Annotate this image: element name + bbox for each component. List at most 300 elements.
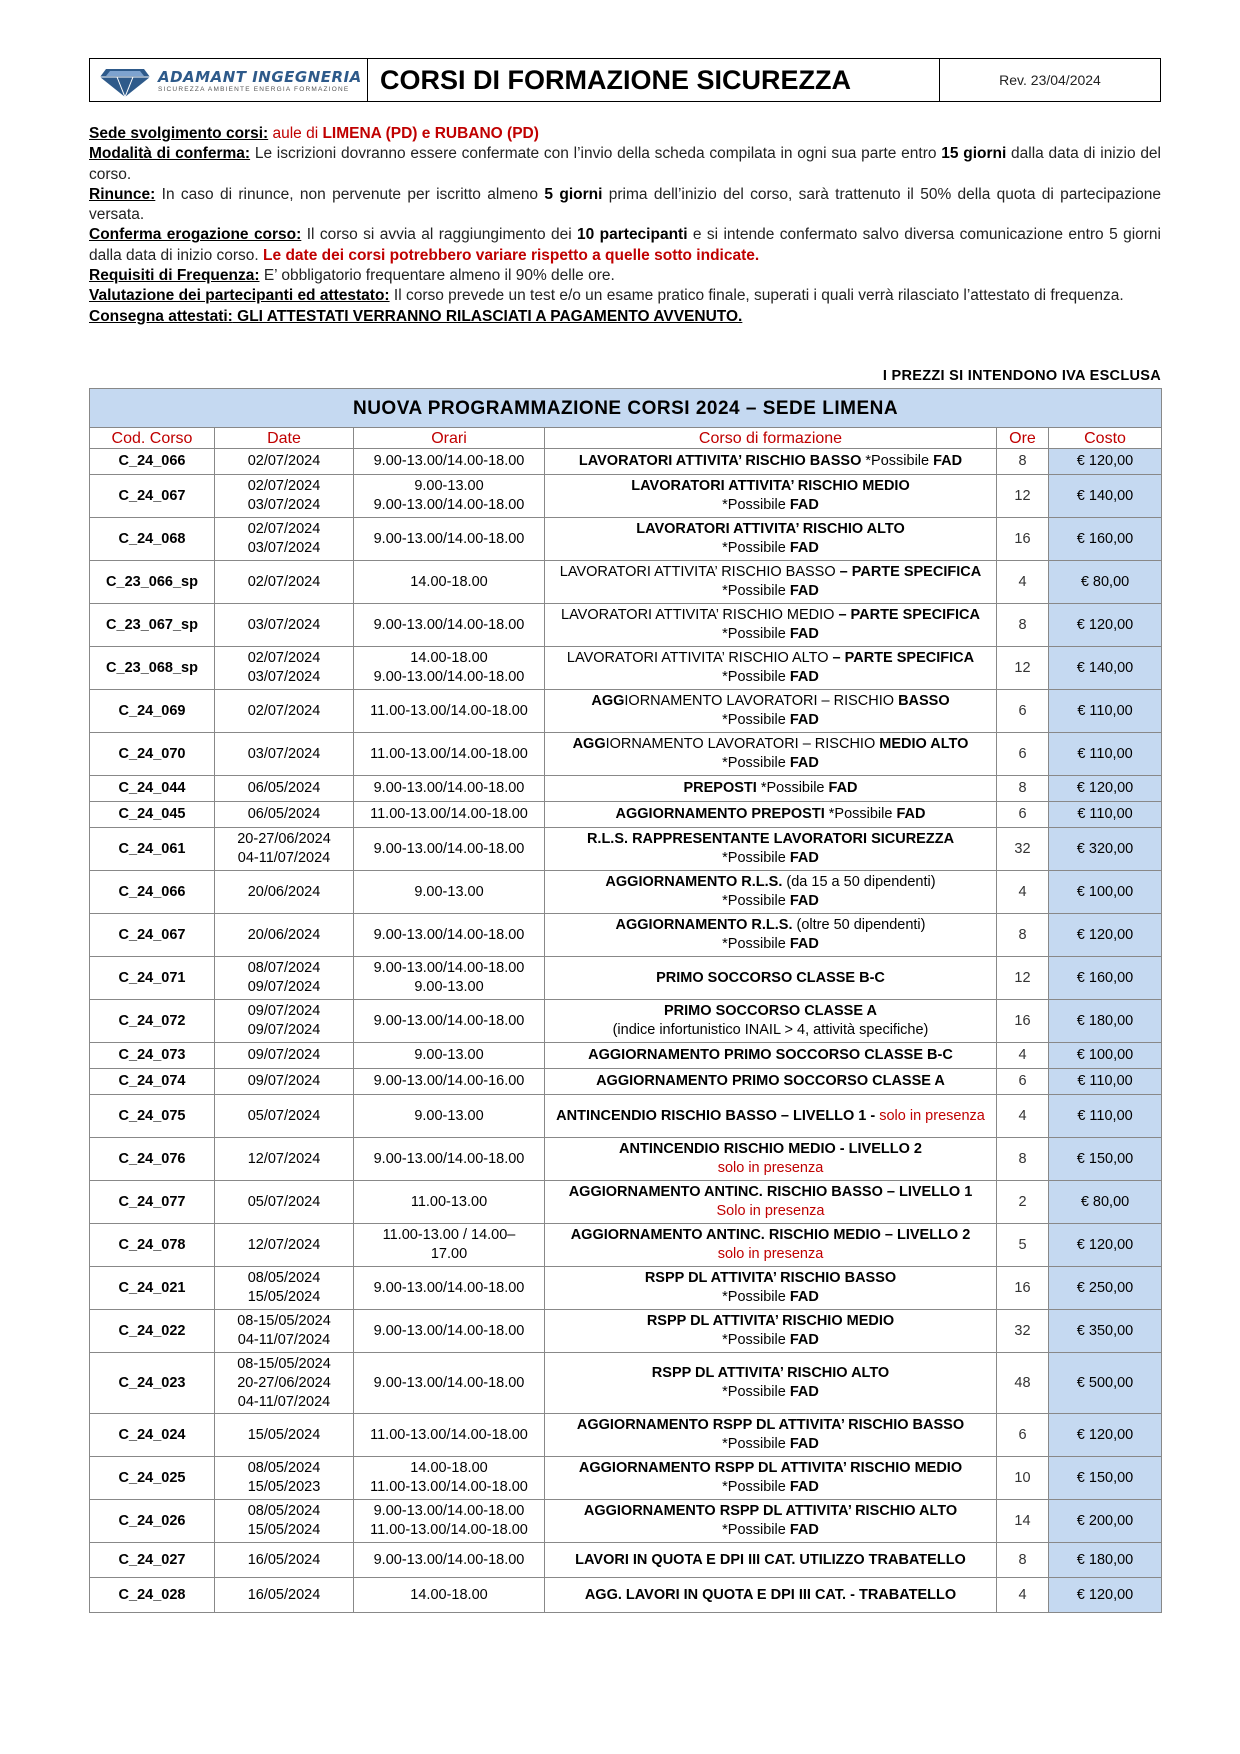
sede-line: [89, 124, 1161, 144]
course-code: C_23_067_sp: [90, 604, 215, 647]
course-dates: [215, 690, 354, 733]
document-header: [89, 58, 1161, 102]
course-dates: [215, 518, 354, 561]
course-cost: € 140,00: [1049, 647, 1162, 690]
course-date: 03/07/2024: [247, 540, 321, 556]
course-cost: € 80,00: [1049, 1181, 1162, 1224]
course-code: C_24_070: [90, 733, 215, 776]
course-name: LAVORATORI ATTIVITA’ RISCHIO MEDIO – PARTE SPECIFICA *Possibile FAD: [545, 604, 997, 647]
course-times: [354, 604, 545, 647]
consegna-line: [89, 307, 1161, 327]
course-time: 9.00-13.00/14.00-18.00: [373, 1150, 525, 1167]
table-row: [90, 647, 1162, 690]
course-hours: 4: [997, 1043, 1049, 1069]
course-hours: 8: [997, 1138, 1049, 1181]
course-time: 9.00-13.00/14.00-18.00: [373, 1012, 525, 1029]
course-hours: 16: [997, 1267, 1049, 1310]
course-name: PRIMO SOCCORSO CLASSE A (indice infortunistico INAIL > 4, attività specifiche): [545, 1000, 997, 1043]
course-code: C_24_026: [90, 1500, 215, 1543]
course-time: 14.00-18.00: [410, 650, 488, 666]
table-row: [90, 1543, 1162, 1578]
rinunce-text: In caso di rinunce, non pervenute per iscritto almeno: [155, 185, 545, 203]
course-times: [354, 1578, 545, 1613]
course-time: 9.00-13.00/14.00-18.00: [373, 530, 525, 547]
course-cost: € 150,00: [1049, 1457, 1162, 1500]
course-date: 20-27/06/2024: [237, 831, 331, 847]
course-dates: [215, 475, 354, 518]
col-header-dates: Date: [215, 428, 354, 449]
course-date: 02/07/2024: [247, 573, 321, 590]
rinunce-text-end: prima dell’inizio del corso, sarà trattenuto il 50% della quota di partecipazione versata.: [89, 185, 1161, 224]
vat-note: I PREZZI SI INTENDONO IVA ESCLUSA: [882, 368, 1161, 384]
course-date: 03/07/2024: [247, 669, 321, 685]
table-row: [90, 828, 1162, 871]
course-times: [354, 1000, 545, 1043]
course-code: C_24_067: [90, 914, 215, 957]
course-date: 06/05/2024: [247, 780, 321, 796]
course-code: C_24_027: [90, 1543, 215, 1578]
course-hours: 12: [997, 647, 1049, 690]
course-dates: [215, 604, 354, 647]
course-date: 09/07/2024: [247, 1003, 321, 1019]
course-times: [354, 475, 545, 518]
course-date: 04-11/07/2024: [237, 1332, 331, 1348]
table-row: [90, 1095, 1162, 1138]
course-time: 9.00-13.00: [414, 1107, 484, 1124]
course-time: 11.00-13.00/14.00-18.00: [370, 702, 528, 719]
course-dates: [215, 647, 354, 690]
course-time: 14.00-18.00: [410, 1586, 488, 1603]
logo-subtitle: SICUREZZA AMBIENTE ENERGIA FORMAZIONE: [158, 85, 350, 93]
course-code: C_24_045: [90, 802, 215, 828]
course-date: 09/07/2024: [247, 979, 321, 995]
course-dates: [215, 802, 354, 828]
course-date: 08-15/05/2024: [237, 1313, 331, 1329]
course-cost: € 120,00: [1049, 1414, 1162, 1457]
course-hours: 16: [997, 1000, 1049, 1043]
conferma-text-end: dalla data di inizio del corso.: [89, 145, 1161, 183]
course-name: AGGIORNAMENTO RSPP DL ATTIVITA’ RISCHIO MEDIO *Possibile FAD: [545, 1457, 997, 1500]
course-date: 04-11/07/2024: [237, 850, 331, 866]
course-times: [354, 957, 545, 1000]
table-row: [90, 1310, 1162, 1353]
course-times: [354, 1181, 545, 1224]
col-header-hours: Ore: [997, 428, 1049, 449]
course-cost: € 150,00: [1049, 1138, 1162, 1181]
table-row: [90, 1267, 1162, 1310]
course-cost: € 100,00: [1049, 871, 1162, 914]
conferma-label: Modalità di conferma:: [89, 145, 251, 163]
course-hours: 6: [997, 1414, 1049, 1457]
course-code: C_24_067: [90, 475, 215, 518]
course-time: 9.00-13.00/14.00-18.00: [373, 840, 525, 857]
conferma-line: [89, 144, 1161, 185]
course-date: 02/07/2024: [247, 702, 321, 719]
table-row: [90, 1043, 1162, 1069]
course-time: 9.00-13.00: [414, 979, 484, 995]
table-row: [90, 475, 1162, 518]
course-date: 15/05/2024: [247, 1426, 321, 1443]
sede-label: Sede svolgimento corsi:: [89, 125, 269, 142]
course-cost: € 120,00: [1049, 1224, 1162, 1267]
course-hours: 32: [997, 1310, 1049, 1353]
course-code: C_24_066: [90, 871, 215, 914]
course-date: 02/07/2024: [247, 650, 321, 666]
course-dates: [215, 1181, 354, 1224]
table-banner: NUOVA PROGRAMMAZIONE CORSI 2024 – SEDE LIMENA: [90, 389, 1162, 428]
course-name: RSPP DL ATTIVITA’ RISCHIO MEDIO *Possibile FAD: [545, 1310, 997, 1353]
course-dates: [215, 1578, 354, 1613]
course-date: 04-11/07/2024: [237, 1393, 331, 1410]
course-date: 12/07/2024: [247, 1150, 321, 1167]
course-cost: € 250,00: [1049, 1267, 1162, 1310]
course-date: 20/06/2024: [247, 926, 321, 943]
course-date: 02/07/2024: [247, 521, 321, 537]
course-dates: [215, 1000, 354, 1043]
course-dates: [215, 561, 354, 604]
page-title: CORSI DI FORMAZIONE SICUREZZA: [368, 59, 940, 101]
course-code: C_24_069: [90, 690, 215, 733]
course-date: 15/05/2024: [247, 1289, 321, 1305]
course-hours: 10: [997, 1457, 1049, 1500]
course-name: AGG. LAVORI IN QUOTA E DPI III CAT. - TRABATELLO: [545, 1578, 997, 1613]
course-time: 9.00-13.00/14.00-18.00: [373, 453, 525, 469]
course-name: LAVORATORI ATTIVITA’ RISCHIO MEDIO *Possibile FAD: [545, 475, 997, 518]
course-times: [354, 802, 545, 828]
diamond-logo-icon: [100, 63, 150, 97]
course-date: 09/07/2024: [247, 1073, 321, 1089]
course-date: 20-27/06/2024: [237, 1374, 331, 1391]
table-row: [90, 871, 1162, 914]
course-times: [354, 871, 545, 914]
course-dates: [215, 1267, 354, 1310]
course-dates: [215, 957, 354, 1000]
course-dates: [215, 1310, 354, 1353]
course-times: [354, 1138, 545, 1181]
course-code: C_24_077: [90, 1181, 215, 1224]
course-code: C_24_025: [90, 1457, 215, 1500]
course-date: 03/07/2024: [247, 497, 321, 513]
course-times: [354, 1543, 545, 1578]
course-dates: [215, 1224, 354, 1267]
course-time: 11.00-13.00/14.00-18.00: [370, 806, 528, 822]
course-code: C_24_022: [90, 1310, 215, 1353]
course-date: 08/05/2024: [247, 1503, 321, 1519]
course-time: 9.00-13.00/14.00-18.00: [373, 926, 525, 943]
course-name: AGGIORNAMENTO LAVORATORI – RISCHIO BASSO *Possibile FAD: [545, 690, 997, 733]
course-date: 15/05/2024: [247, 1522, 321, 1538]
course-cost: € 80,00: [1049, 561, 1162, 604]
table-row: [90, 1000, 1162, 1043]
course-time: 9.00-13.00/14.00-18.00: [373, 1503, 525, 1519]
course-name: R.L.S. RAPPRESENTANTE LAVORATORI SICUREZZA *Possibile FAD: [545, 828, 997, 871]
course-times: [354, 1353, 545, 1414]
course-hours: 6: [997, 690, 1049, 733]
course-cost: € 350,00: [1049, 1310, 1162, 1353]
course-cost: € 120,00: [1049, 449, 1162, 475]
course-times: [354, 449, 545, 475]
course-times: [354, 1457, 545, 1500]
course-name: LAVORATORI ATTIVITA’ RISCHIO ALTO *Possibile FAD: [545, 518, 997, 561]
valutazione-text: Il corso prevede un test e/o un esame pratico finale, superati i quali verrà rilasciato l’attestato di frequenza.: [389, 287, 1124, 305]
erogazione-label: Conferma erogazione corso:: [89, 226, 302, 244]
course-times: [354, 1414, 545, 1457]
course-dates: [215, 1138, 354, 1181]
frequenza-line: [89, 266, 1161, 286]
course-hours: 4: [997, 561, 1049, 604]
table-row: [90, 914, 1162, 957]
course-times: [354, 1224, 545, 1267]
course-time: 17.00: [430, 1246, 468, 1262]
course-times: [354, 1267, 545, 1310]
course-dates: [215, 1069, 354, 1095]
course-time: 9.00-13.00/14.00-16.00: [373, 1073, 525, 1089]
col-header-times: Orari: [354, 428, 545, 449]
course-date: 12/07/2024: [247, 1236, 321, 1253]
course-dates: [215, 1043, 354, 1069]
valutazione-label: Valutazione dei partecipanti ed attestato:: [89, 287, 390, 305]
course-cost: € 120,00: [1049, 914, 1162, 957]
course-times: [354, 914, 545, 957]
course-hours: 14: [997, 1500, 1049, 1543]
course-hours: 4: [997, 1095, 1049, 1138]
course-name: RSPP DL ATTIVITA’ RISCHIO ALTO *Possibile FAD: [545, 1353, 997, 1414]
course-hours: 8: [997, 604, 1049, 647]
course-dates: [215, 914, 354, 957]
course-name: AGGIORNAMENTO PRIMO SOCCORSO CLASSE B-C: [545, 1043, 997, 1069]
course-code: C_24_066: [90, 449, 215, 475]
course-dates: [215, 1500, 354, 1543]
course-hours: 5: [997, 1224, 1049, 1267]
course-code: C_24_068: [90, 518, 215, 561]
course-time: 9.00-13.00/14.00-18.00: [373, 1551, 525, 1568]
course-cost: € 320,00: [1049, 828, 1162, 871]
course-hours: 16: [997, 518, 1049, 561]
course-date: 03/07/2024: [247, 616, 321, 633]
course-rows: [90, 449, 1162, 1613]
course-hours: 48: [997, 1353, 1049, 1414]
course-date: 08/05/2024: [247, 1460, 321, 1476]
course-hours: 4: [997, 1578, 1049, 1613]
col-header-cost: Costo: [1049, 428, 1162, 449]
course-name: AGGIORNAMENTO R.L.S. (da 15 a 50 dipendenti) *Possibile FAD: [545, 871, 997, 914]
sede-locations: LIMENA (PD) e RUBANO (PD): [322, 125, 539, 142]
erogazione-participants: 10 partecipanti: [577, 226, 688, 244]
course-hours: 32: [997, 828, 1049, 871]
conferma-text: Le iscrizioni dovranno essere confermate con l’invio della scheda compilata in ogni sua parte entro: [250, 145, 942, 163]
course-time: 9.00-13.00/14.00-18.00: [373, 780, 525, 796]
course-date: 16/05/2024: [247, 1551, 321, 1568]
revision-date: Rev. 23/04/2024: [999, 72, 1101, 88]
course-date: 02/07/2024: [247, 478, 321, 494]
course-cost: € 160,00: [1049, 957, 1162, 1000]
course-cost: € 200,00: [1049, 1500, 1162, 1543]
course-hours: 8: [997, 776, 1049, 802]
course-cost: € 140,00: [1049, 475, 1162, 518]
course-date: 05/07/2024: [247, 1193, 321, 1210]
table-row: [90, 1414, 1162, 1457]
course-name: AGGIORNAMENTO RSPP DL ATTIVITA’ RISCHIO ALTO *Possibile FAD: [545, 1500, 997, 1543]
course-code: C_24_021: [90, 1267, 215, 1310]
table-row: [90, 776, 1162, 802]
course-dates: [215, 1414, 354, 1457]
rinunce-line: [89, 185, 1161, 226]
course-date: 09/07/2024: [247, 1022, 321, 1038]
course-time: 14.00-18.00: [410, 1460, 488, 1476]
course-cost: € 180,00: [1049, 1543, 1162, 1578]
course-time: 14.00-18.00: [410, 573, 488, 590]
course-cost: € 180,00: [1049, 1000, 1162, 1043]
table-row: [90, 1457, 1162, 1500]
course-hours: 8: [997, 914, 1049, 957]
course-dates: [215, 449, 354, 475]
course-code: C_24_074: [90, 1069, 215, 1095]
course-cost: € 100,00: [1049, 1043, 1162, 1069]
course-cost: € 110,00: [1049, 733, 1162, 776]
rinunce-label: Rinunce:: [89, 185, 156, 203]
table-row: [90, 957, 1162, 1000]
course-cost: € 120,00: [1049, 604, 1162, 647]
course-times: [354, 690, 545, 733]
course-date: 08/07/2024: [247, 960, 321, 976]
course-code: C_23_068_sp: [90, 647, 215, 690]
course-times: [354, 776, 545, 802]
course-time: 11.00-13.00/14.00-18.00: [370, 1522, 528, 1538]
course-name: AGGIORNAMENTO R.L.S. (oltre 50 dipendenti) *Possibile FAD: [545, 914, 997, 957]
table-row: [90, 604, 1162, 647]
table-row: [90, 1069, 1162, 1095]
course-time: 11.00-13.00/14.00-18.00: [370, 745, 528, 762]
course-name: AGGIORNAMENTO LAVORATORI – RISCHIO MEDIO ALTO *Possibile FAD: [545, 733, 997, 776]
course-cost: € 120,00: [1049, 776, 1162, 802]
consegna-text: GLI ATTESTATI VERRANNO RILASCIATI A PAGAMENTO AVVENUTO.: [232, 307, 743, 325]
course-hours: 2: [997, 1181, 1049, 1224]
course-hours: 4: [997, 871, 1049, 914]
course-time: 9.00-13.00/14.00-18.00: [373, 1279, 525, 1296]
course-code: C_24_076: [90, 1138, 215, 1181]
course-date: 20/06/2024: [247, 883, 321, 900]
course-hours: 8: [997, 1543, 1049, 1578]
logo: [90, 59, 368, 101]
course-date: 05/07/2024: [247, 1107, 321, 1124]
course-date: 03/07/2024: [247, 745, 321, 762]
table-row: [90, 1500, 1162, 1543]
course-time: 9.00-13.00/14.00-18.00: [373, 669, 525, 685]
frequenza-label: Requisiti di Frequenza:: [89, 267, 260, 285]
course-code: C_24_075: [90, 1095, 215, 1138]
course-date: 02/07/2024: [247, 453, 321, 469]
course-dates: [215, 828, 354, 871]
course-time: 9.00-13.00/14.00-18.00: [373, 1322, 525, 1339]
table-row: [90, 1181, 1162, 1224]
course-name: LAVORATORI ATTIVITA’ RISCHIO ALTO – PARTE SPECIFICA *Possibile FAD: [545, 647, 997, 690]
course-code: C_23_066_sp: [90, 561, 215, 604]
course-hours: 12: [997, 957, 1049, 1000]
logo-name: ADAMANT INGEGNERIA: [158, 67, 362, 86]
course-time: 9.00-13.00: [414, 1047, 484, 1063]
course-cost: € 500,00: [1049, 1353, 1162, 1414]
frequenza-text: E’ obbligatorio frequentare almeno il 90% delle ore.: [259, 267, 615, 285]
course-cost: € 110,00: [1049, 690, 1162, 733]
course-dates: [215, 1353, 354, 1414]
course-code: C_24_073: [90, 1043, 215, 1069]
valutazione-line: [89, 286, 1161, 306]
table-row: [90, 1138, 1162, 1181]
course-name: RSPP DL ATTIVITA’ RISCHIO BASSO *Possibile FAD: [545, 1267, 997, 1310]
course-code: C_24_071: [90, 957, 215, 1000]
course-times: [354, 647, 545, 690]
erogazione-warning: Le date dei corsi potrebbero variare rispetto a quelle sotto indicate.: [263, 246, 760, 264]
course-name: LAVORI IN QUOTA E DPI III CAT. UTILIZZO TRABATELLO: [545, 1543, 997, 1578]
course-date: 08-15/05/2024: [237, 1355, 331, 1372]
course-times: [354, 518, 545, 561]
table-row: [90, 518, 1162, 561]
course-code: C_24_044: [90, 776, 215, 802]
course-dates: [215, 733, 354, 776]
course-code: C_24_028: [90, 1578, 215, 1613]
course-time: 11.00-13.00/14.00-18.00: [370, 1426, 528, 1443]
course-times: [354, 1069, 545, 1095]
course-times: [354, 1095, 545, 1138]
course-name: AGGIORNAMENTO PREPOSTI *Possibile FAD: [545, 802, 997, 828]
course-date: 06/05/2024: [247, 806, 321, 822]
table-row: [90, 690, 1162, 733]
course-name: LAVORATORI ATTIVITA’ RISCHIO BASSO *Possibile FAD: [545, 449, 997, 475]
course-dates: [215, 1457, 354, 1500]
courses-table: [89, 388, 1162, 1613]
course-time: 9.00-13.00: [414, 883, 484, 900]
rinunce-days: 5 giorni: [544, 185, 603, 203]
course-name: ANTINCENDIO RISCHIO MEDIO - LIVELLO 2 solo in presenza: [545, 1138, 997, 1181]
course-name: AGGIORNAMENTO ANTINC. RISCHIO MEDIO – LIVELLO 2 solo in presenza: [545, 1224, 997, 1267]
course-name: LAVORATORI ATTIVITA’ RISCHIO BASSO – PARTE SPECIFICA *Possibile FAD: [545, 561, 997, 604]
course-dates: [215, 776, 354, 802]
table-row: [90, 1578, 1162, 1613]
course-times: [354, 1500, 545, 1543]
course-conditions: [89, 124, 1161, 327]
course-cost: € 160,00: [1049, 518, 1162, 561]
course-name: AGGIORNAMENTO ANTINC. RISCHIO BASSO – LIVELLO 1 Solo in presenza: [545, 1181, 997, 1224]
course-time: 11.00-13.00/14.00-18.00: [370, 1479, 528, 1495]
course-time: 9.00-13.00: [414, 478, 484, 494]
conferma-days: 15 giorni: [941, 145, 1007, 163]
course-hours: 6: [997, 733, 1049, 776]
course-hours: 8: [997, 449, 1049, 475]
course-time: 11.00-13.00 / 14.00–: [382, 1227, 516, 1243]
course-times: [354, 561, 545, 604]
course-times: [354, 828, 545, 871]
course-times: [354, 733, 545, 776]
course-name: PRIMO SOCCORSO CLASSE B-C: [545, 957, 997, 1000]
erogazione-line: [89, 225, 1161, 266]
course-date: 08/05/2024: [247, 1270, 321, 1286]
consegna-label: Consegna attestati:: [89, 307, 233, 325]
course-name: ANTINCENDIO RISCHIO BASSO – LIVELLO 1 - solo in presenza: [545, 1095, 997, 1138]
table-row: [90, 733, 1162, 776]
course-dates: [215, 871, 354, 914]
course-date: 15/05/2023: [247, 1479, 321, 1495]
course-time: 9.00-13.00/14.00-18.00: [373, 1374, 525, 1391]
course-times: [354, 1043, 545, 1069]
course-date: 16/05/2024: [247, 1586, 321, 1603]
course-dates: [215, 1543, 354, 1578]
course-hours: 6: [997, 1069, 1049, 1095]
course-hours: 12: [997, 475, 1049, 518]
course-cost: € 110,00: [1049, 802, 1162, 828]
table-row: [90, 802, 1162, 828]
course-times: [354, 1310, 545, 1353]
course-cost: € 120,00: [1049, 1578, 1162, 1613]
